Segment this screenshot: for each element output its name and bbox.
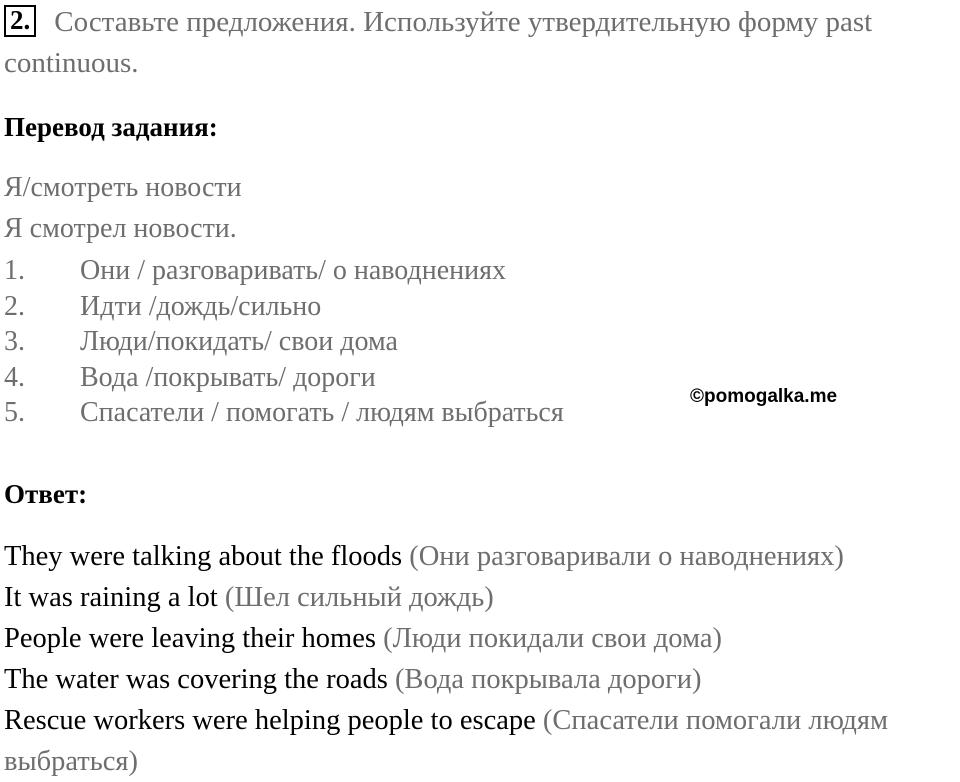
example-answer: Я смотрел новости.	[4, 213, 237, 244]
watermark: ©pomogalka.me	[690, 386, 838, 407]
list-item	[4, 395, 564, 431]
answer-translation: (Шел сильный дождь)	[224, 582, 494, 613]
answer-line	[4, 536, 960, 577]
task-number-badge: 2.	[4, 5, 36, 37]
answer-english: They were talking about the floods	[4, 541, 403, 572]
example-prompt: Я/смотреть новости	[4, 172, 242, 203]
translation-heading: Перевод задания:	[4, 112, 218, 142]
answer-line	[4, 618, 960, 659]
answer-list	[4, 536, 960, 782]
answer-translation: (Спасатели помогали людям выбраться)	[4, 705, 889, 777]
answer-heading: Ответ:	[4, 479, 88, 509]
list-item-number: 2.	[4, 290, 25, 322]
list-item	[4, 253, 564, 289]
list-item-text: Идти /дождь/сильно	[80, 290, 322, 322]
list-item	[4, 324, 564, 360]
list-item	[4, 289, 564, 325]
answer-english: It was raining a lot	[4, 582, 218, 613]
list-item-number: 3.	[4, 326, 25, 357]
translation-list	[4, 253, 564, 431]
list-item-text: Они / разговаривать/ о наводнениях	[80, 255, 506, 286]
answer-english: The water was covering the roads	[4, 664, 388, 695]
answer-line	[4, 700, 960, 782]
list-item-text: Спасатели / помогать / людям выбраться	[80, 397, 564, 428]
list-item-number: 5.	[4, 397, 25, 428]
task-text: Составьте предложения. Используйте утвердительную форму past continuous.	[4, 6, 873, 79]
list-item	[4, 360, 564, 396]
answer-translation: (Они разговаривали о наводнениях)	[409, 541, 844, 572]
answer-translation: (Вода покрывала дороги)	[394, 664, 702, 695]
answer-translation: (Люди покидали свои дома)	[383, 623, 722, 654]
list-item-number: 4.	[4, 361, 25, 393]
answer-english: People were leaving their homes	[4, 623, 376, 654]
list-item-text: Люди/покидать/ свои дома	[80, 326, 398, 357]
list-item-text: Вода /покрывать/ дороги	[80, 361, 376, 393]
task-statement	[4, 2, 944, 84]
answer-line	[4, 577, 960, 618]
answer-line	[4, 659, 960, 700]
answer-english: Rescue workers were helping people to escape	[4, 705, 536, 736]
list-item-number: 1.	[4, 255, 25, 286]
